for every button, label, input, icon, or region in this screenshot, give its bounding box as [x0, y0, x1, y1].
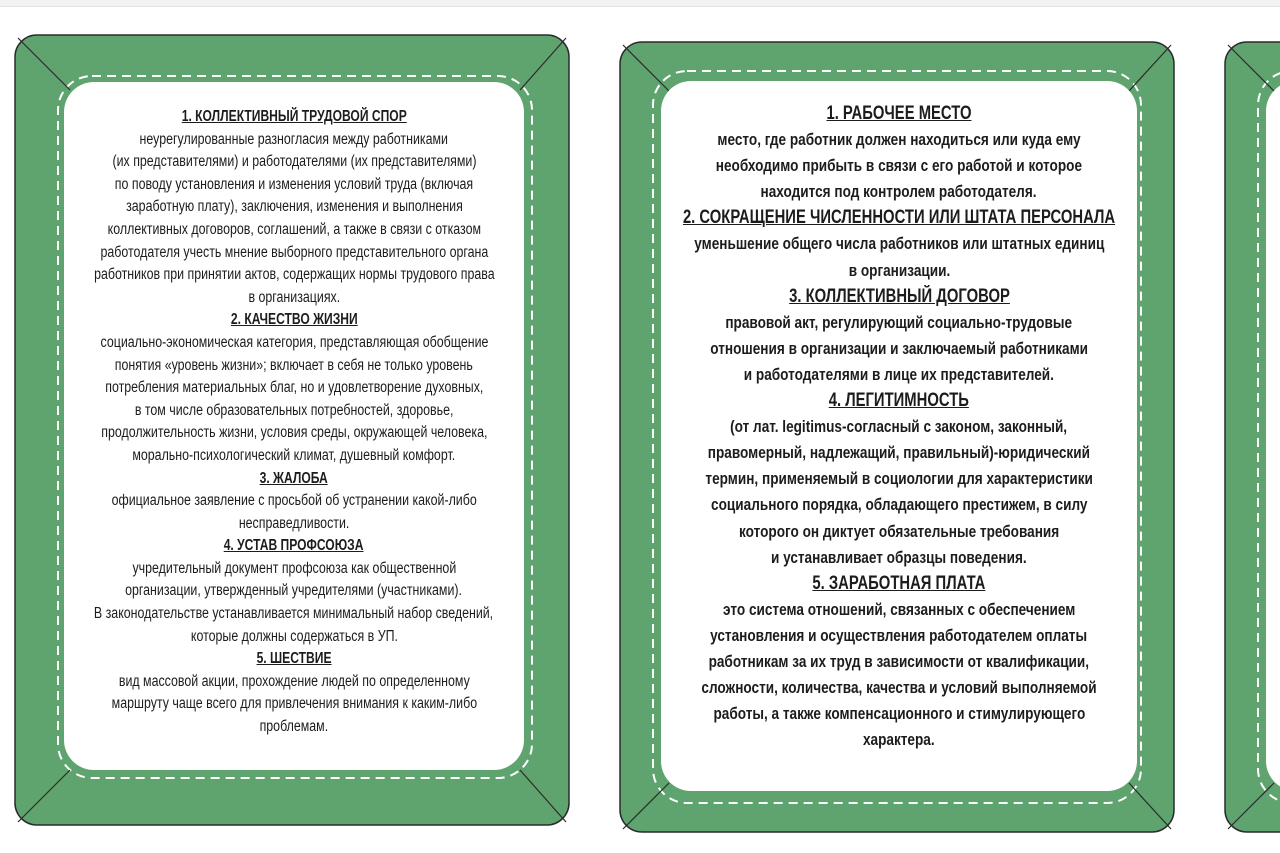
- definition-line: и устанавливает образцы поведения.: [771, 547, 1027, 567]
- definition-line: работникам за их труд в зависимости от квалификации,: [708, 651, 1090, 671]
- definition-line: официальное заявление с просьбой об устранении какой-либо: [111, 492, 477, 510]
- card-frame: [1224, 41, 1280, 833]
- definition-line: социального порядка, обладающего престижем, в силу: [710, 495, 1088, 515]
- definition-line: морально-психологический климат, душевный комфорт.: [132, 446, 456, 464]
- definition-line: место, где работник должен находиться или куда ему: [717, 130, 1081, 150]
- term-title: 4. ЛЕГИТИМНОСТЬ: [828, 390, 970, 412]
- definition-line: установления и осуществления работодателем оплаты: [710, 625, 1088, 645]
- definition-line: понятия «уровень жизни»; включает в себя не только уровень: [114, 356, 474, 374]
- definition-line: социально-экономическая категория, представляющая обобщение: [100, 333, 488, 351]
- term-title: 4. УСТАВ ПРОФСОЮЗА: [224, 537, 364, 555]
- definition-line: в организациях.: [248, 288, 340, 306]
- definition-line: (от лат. legitimus-согласный с законом, законный,: [730, 417, 1068, 437]
- term-title: 1. РАБОЧЕЕ МЕСТО: [826, 103, 972, 124]
- definition-line: необходимо прибыть в связи с его работой и которое: [715, 156, 1083, 176]
- definition-line: работодателя учесть мнение выборного представительного органа: [100, 243, 488, 261]
- definition-line: работы, а также компенсационного и стимулирующего: [713, 704, 1085, 724]
- definition-line: проблемам.: [259, 718, 329, 736]
- definition-line: по поводу установления и изменения условий труда (включая: [114, 175, 474, 193]
- card-terms-2: [619, 41, 1175, 833]
- card-terms-3-partial: [1224, 41, 1280, 833]
- definition-line: работников при принятии актов, содержащих нормы трудового права: [93, 266, 495, 284]
- definition-line: вид массовой акции, прохождение людей по определенному: [118, 672, 470, 690]
- definition-line: несправедливости.: [238, 514, 350, 532]
- definition-line: характера.: [863, 730, 935, 750]
- definition-line: в том числе образовательных потребностей, здоровье,: [134, 401, 454, 419]
- definition-line: продолжительность жизни, условия среды, окружающей человека,: [100, 424, 488, 442]
- definition-line: неурегулированные разногласия между работниками: [139, 130, 449, 148]
- term-title: 1. КОЛЛЕКТИВНЫЙ ТРУДОВОЙ СПОР: [181, 108, 407, 125]
- definition-line: отношения в организации и заключаемый работниками: [710, 338, 1088, 358]
- term-title: 5. ЗАРАБОТНАЯ ПЛАТА: [812, 572, 986, 594]
- definition-line: потребления материальных благ, но и удовлетворение духовных,: [104, 379, 484, 397]
- definition-line: маршруту чаще всего для привлечения внимания к каким-либо: [111, 695, 477, 713]
- card-content: [64, 82, 524, 770]
- term-title: 5. ШЕСТВИЕ: [256, 650, 332, 668]
- definition-line: правовой акт, регулирующий социально-трудовые: [725, 312, 1073, 332]
- definition-line: находится под контролем работодателя.: [760, 182, 1038, 202]
- definition-line: учредительный документ профсоюза как общественной: [132, 559, 456, 577]
- term-title: 2. КАЧЕСТВО ЖИЗНИ: [230, 311, 358, 329]
- definition-line: это система отношений, связанных с обеспечением: [722, 599, 1076, 619]
- definition-line: уменьшение общего числа работников или штатных единиц: [693, 234, 1105, 254]
- definition-line: (их представителями) и работодателями (их представителями): [111, 153, 476, 171]
- term-title: 2. СОКРАЩЕНИЕ ЧИСЛЕННОСТИ ИЛИ ШТАТА ПЕРСОНАЛА: [682, 207, 1116, 229]
- page-top-edge: [0, 0, 1280, 7]
- card-content: [661, 81, 1137, 791]
- definition-line: которые должны содержаться в УП.: [190, 627, 398, 645]
- term-title: 3. ЖАЛОБА: [259, 469, 329, 487]
- definition-line: и работодателями в лице их представителей.: [743, 364, 1055, 384]
- definition-line: организации, утвержденный учредителями (участниками).: [125, 582, 463, 600]
- definition-line: которого он диктует обязательные требования: [738, 521, 1060, 541]
- definition-line: сложности, количества, качества и условий выполняемой: [701, 678, 1097, 698]
- definition-line: В законодательстве устанавливается минимальный набор сведений,: [94, 605, 494, 623]
- term-title: 3. КОЛЛЕКТИВНЫЙ ДОГОВОР: [788, 285, 1010, 307]
- definition-line: термин, применяемый в социологии для характеристики: [705, 469, 1093, 489]
- card-terms-1: [14, 34, 570, 826]
- definition-line: правомерный, надлежащий, правильный)-юридический: [707, 443, 1091, 463]
- definition-line: в организации.: [848, 260, 950, 280]
- definition-line: заработную плату), заключения, изменения и выполнения: [125, 198, 463, 216]
- definition-line: коллективных договоров, соглашений, а также в связи с отказом: [107, 220, 481, 238]
